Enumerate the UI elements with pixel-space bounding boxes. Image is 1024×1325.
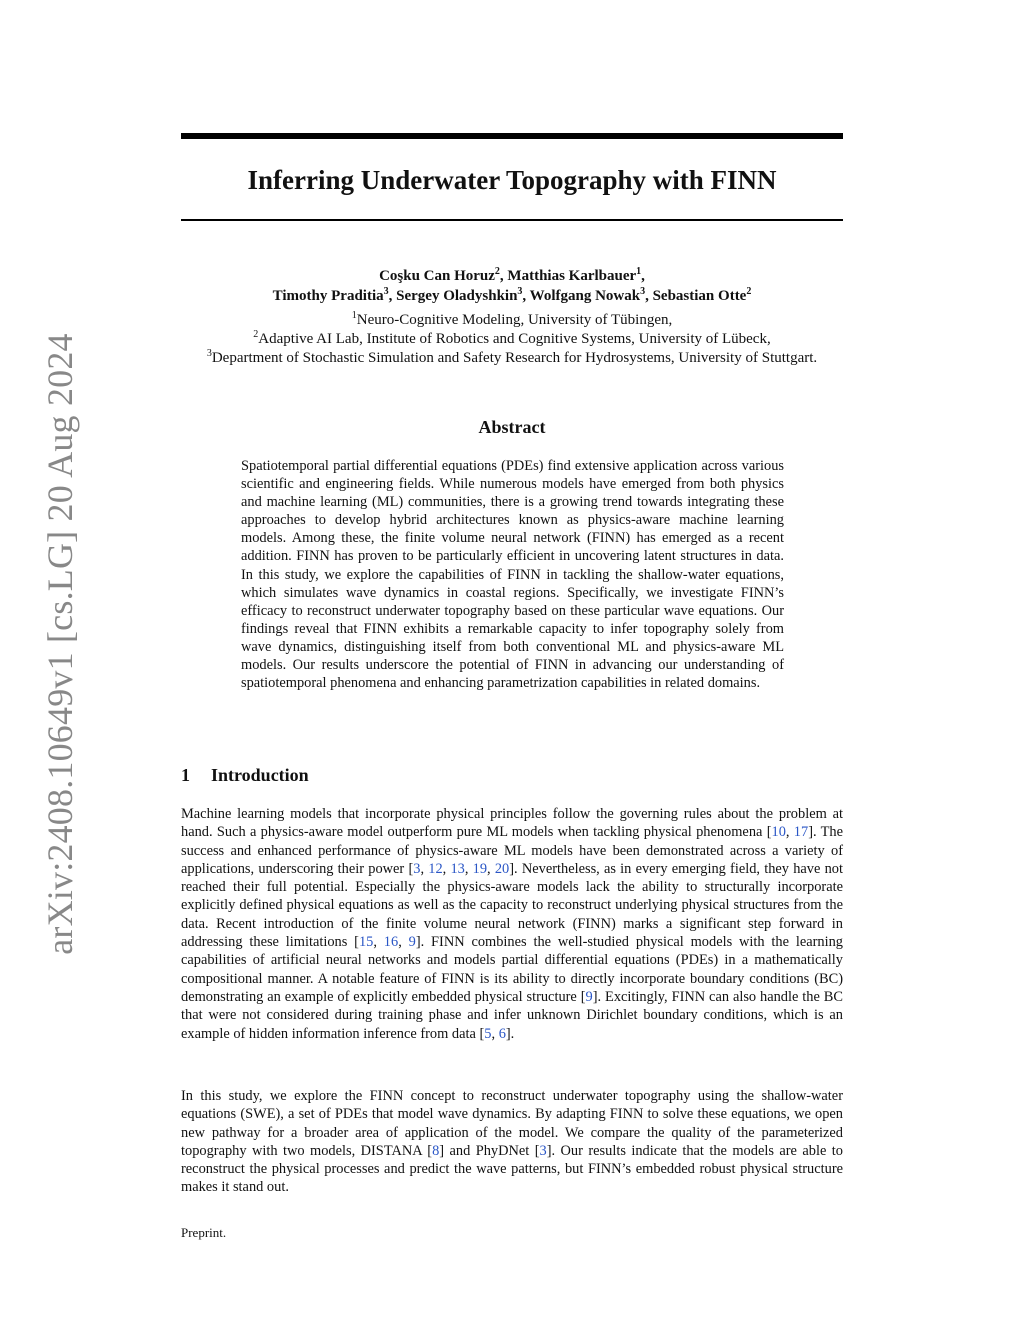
author-name: Coşku Can Horuz [379,268,495,284]
paragraph-text: , [464,860,473,877]
title-rule-top [181,133,843,139]
paragraph-text: , [420,860,429,877]
paragraph-text: ]. The success and enhanced performance of physics-aware ML models have been demonstrated across a variety of applications, underscoring their power [ [181,824,843,877]
affiliation-line [150,330,874,349]
intro-paragraph-2 [181,1087,843,1197]
paragraph-text: ]. FINN combines the well-studied physical models with the learning capabilities of artificial neural networks and models partial differential equations (PDEs) in a mathematically compositional manner. A notable feature of FINN is its ability to directly incorporate boundary conditions (BC) demonstrating an example of explicitly embedded physical structure [ [181,934,843,1005]
affiliation-text: Department of Stochastic Simulation and Safety Research for Hydrosystems, University of Stuttgart. [211,350,818,366]
citation-link[interactable]: 3 [539,1142,547,1159]
citation-link[interactable]: 17 [793,824,809,841]
citation-link[interactable]: 16 [383,934,399,951]
abstract-heading: Abstract [478,417,546,437]
author-separator: , [641,268,645,284]
paper-title: Inferring Underwater Topography with FINN [247,165,777,195]
paragraph-text: , [398,934,409,951]
citation-link[interactable]: 3 [413,860,421,877]
citation-link[interactable]: 8 [432,1142,440,1159]
author-name: Timothy Praditia [272,288,384,304]
author-line-1 [150,266,874,286]
section-number: 1 [181,765,190,785]
paragraph-text: , [442,860,451,877]
author-line-2 [150,286,874,306]
title-rule-bottom [181,219,843,221]
footer-note: Preprint. [181,1225,227,1240]
author-affiliation-mark: 1 [636,266,642,277]
author-affiliation-mark: 3 [640,286,646,297]
author-name: Sergey Oladyshkin [396,288,518,304]
citation-link[interactable]: 15 [358,934,374,951]
paragraph-text: In this study, we explore the FINN concept to reconstruct underwater topography using the shallow-water equations (SWE), a set of PDEs that model wave dynamics. By adapting FINN to solve these equations, we open new pathway for a broader area of application of the model. We compare the quality of the parameterized topography with two models, DISTANA [ [181,1088,843,1159]
affiliation-mark: 3 [206,348,212,359]
arxiv-identifier: arXiv:2408.10649v1 [cs.LG] 20 Aug 2024 [40,333,80,955]
author-separator: , [645,288,653,304]
citation-link[interactable]: 9 [408,934,416,951]
paragraph-text: ]. Our results indicate that the models are able to reconstruct the physical processes and predict the wave patterns, but FINN’s embedded robust physical structure makes it stand out. [181,1142,843,1196]
section-title: Introduction [211,765,309,785]
paragraph-text: ]. Excitingly, FINN can also handle the BC that were not considered during training phase and infer unknown Dirichlet boundary conditions, which is an example of hidden information inference from data [ [181,988,843,1042]
intro-paragraph-1 [181,805,843,1043]
paragraph-text: , [373,934,384,951]
author-separator: , [388,288,397,304]
paragraph-text: ] and PhyDNet [ [439,1142,540,1159]
citation-link[interactable]: 9 [585,988,593,1005]
author-affiliation-mark: 3 [383,286,389,297]
citation-link[interactable]: 12 [428,860,443,877]
author-affiliation-mark: 2 [746,286,752,297]
paragraph-text: , [487,860,495,877]
abstract-text: Spatiotemporal partial differential equations (PDEs) find extensive application across various scientific and engineering fields. While numerous models have emerged from both physics and machine learning (ML) communities, there is a growing trend towards integrating these approaches to develop hybrid architectures known as physics-aware machine learning models. Among these, the finite volume neural network (FINN) has emerged as a recent addition. FINN has proven to be particularly efficient in uncovering latent structures in data. In this study, we explore the capabilities of FINN in tackling the shallow-water equations, which simulates wave dynamics in coastal regions. Specifically, we investigate FINN’s efficacy to reconstruct underwater topography based on these particular wave equations. Our findings reveal that FINN exhibits a remarkable capacity to infer topography solely from wave dynamics, distinguishing itself from both conventional ML and physics-aware ML models. Our results underscore the potential of FINN in advancing our understanding of spatiotemporal phenomena and enhancing parametrization capabilities in related domains. [241,458,784,692]
author-name: Wolfgang Nowak [529,288,641,304]
affiliation-line [150,311,874,330]
author-separator: , [499,268,508,284]
affiliation-mark: 1 [351,310,357,321]
affiliation-mark: 2 [253,329,259,340]
affiliation-block [150,311,874,368]
author-name: Sebastian Otte [652,288,747,304]
paragraph-text: , [785,824,794,841]
author-separator: , [522,288,530,304]
citation-link[interactable]: 10 [771,824,786,841]
citation-link[interactable]: 20 [494,860,510,877]
author-affiliation-mark: 2 [494,266,500,277]
citation-link[interactable]: 6 [498,1025,506,1042]
author-name: Matthias Karlbauer [507,268,637,284]
affiliation-text: Adaptive AI Lab, Institute of Robotics and Cognitive Systems, University of Lübeck, [258,331,771,347]
citation-link[interactable]: 13 [450,860,465,877]
paragraph-text: , [491,1025,499,1042]
author-block [150,266,874,306]
paragraph-text: Machine learning models that incorporate physical principles follow the governing rules about the problem at hand. Such a physics-aware model outperform pure ML models when tackling physical phenomena [ [181,806,843,841]
citation-link[interactable]: 5 [484,1025,492,1042]
author-affiliation-mark: 3 [517,286,523,297]
affiliation-line [150,349,874,368]
affiliation-text: Neuro-Cognitive Modeling, University of Tübingen, [356,312,673,328]
paragraph-text: ]. Nevertheless, as in every emerging field, they have not reached their full potential. Especially the physics-aware models lack the ability to structurally incorporate explicitly defined physical equations as well as the capacity to reconstruct underlying physical structures from the data. Recent introduction of the finite volume neural network (FINN) marks a significant step forward in addressing these limitations [ [181,860,843,951]
citation-link[interactable]: 19 [472,860,488,877]
paragraph-text: ]. [505,1025,515,1042]
section-heading [181,763,309,787]
